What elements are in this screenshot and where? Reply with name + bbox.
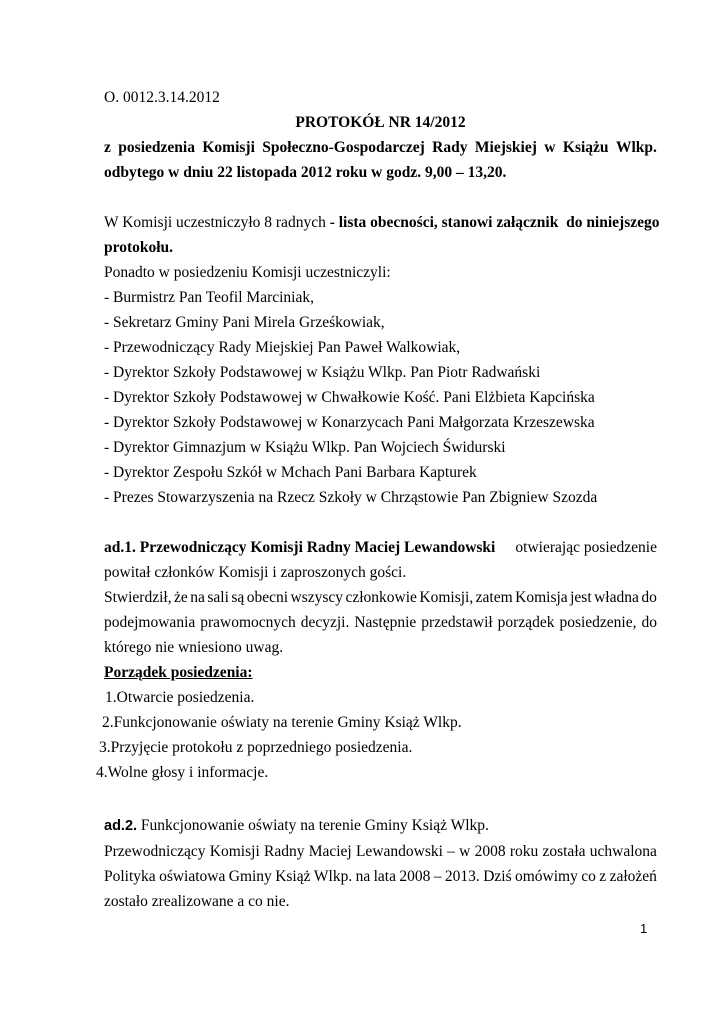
- word: członkowie: [345, 589, 417, 606]
- attendance-line-1: [104, 213, 660, 233]
- word: decyzji.: [300, 614, 350, 631]
- word: na: [190, 589, 205, 606]
- ad2-line-1: [104, 842, 657, 862]
- word: Społeczno-Gospodarczej: [262, 139, 425, 156]
- word: Radny: [263, 843, 305, 860]
- ad1-action: otwierając posiedzenie: [515, 539, 657, 556]
- word: do: [641, 614, 657, 631]
- word: sali: [207, 589, 229, 606]
- word: Polityka: [104, 868, 156, 885]
- word: Książu: [562, 139, 609, 156]
- ad1-line-4: [104, 613, 657, 633]
- word: są: [231, 589, 245, 606]
- word: z: [599, 868, 607, 885]
- ad1-line-1: [104, 538, 657, 558]
- word: została: [542, 843, 586, 860]
- word: zatem: [475, 589, 513, 606]
- word: Stwierdził,: [104, 589, 172, 606]
- intro-line-2: odbytego w dniu 22 listopada 2012 roku w godz. 9,00 – 13,20.: [104, 164, 507, 181]
- word: Następnie: [354, 614, 417, 631]
- word: Komisji: [202, 139, 255, 156]
- ad1-line-2: powitał członków Komisji i zaproszonych gości.: [104, 564, 407, 581]
- attendance-count: W Komisji uczestniczyło 8 radnych: [104, 214, 326, 231]
- word: z: [104, 139, 111, 156]
- word: jest: [570, 589, 592, 606]
- guest-item: - Burmistrz Pan Teofil Marciniak,: [104, 289, 314, 306]
- word: podejmowania: [104, 614, 196, 631]
- word: w: [544, 139, 556, 156]
- word: wszyscy: [290, 589, 344, 606]
- ad1-speaker: ad.1. Przewodniczący Komisji Radny Maciej Lewandowski: [104, 539, 496, 556]
- word: Książ: [275, 868, 311, 885]
- word: omówimy: [515, 868, 578, 885]
- word: 2008: [399, 868, 431, 885]
- reference-number: O. 0012.3.14.2012: [104, 89, 220, 106]
- word: założeń: [609, 868, 657, 885]
- guests-intro: Ponadto w posiedzeniu Komisji uczestniczyli:: [104, 264, 391, 281]
- word: Komisji,: [419, 589, 474, 606]
- word: na: [355, 868, 371, 885]
- page-number: 1: [640, 921, 648, 936]
- word: Komisji: [209, 843, 260, 860]
- ad2-label: ad.2.: [104, 818, 138, 834]
- agenda-item: 2.Funkcjonowanie oświaty na terenie Gminy Książ Wlkp.: [102, 714, 462, 731]
- word: w: [459, 843, 471, 860]
- intro-line-1: [104, 138, 657, 158]
- document-title: PROTOKÓŁ NR 14/2012: [295, 114, 466, 131]
- word: –: [447, 843, 455, 860]
- ad2-line-2: [104, 867, 657, 887]
- ad2-topic: Funkcjonowanie oświaty na terenie Gminy Książ Wlkp.: [137, 817, 489, 834]
- ad2-heading: [104, 816, 489, 836]
- word: przedstawił: [421, 614, 493, 631]
- word: posiedzenia: [118, 139, 195, 156]
- word: Gminy: [228, 868, 272, 885]
- word: roku: [509, 843, 539, 860]
- word: posiedzenie,: [559, 614, 637, 631]
- word: Przewodniczący: [104, 843, 206, 860]
- word: Lewandowski: [355, 843, 443, 860]
- word: porządek: [497, 614, 555, 631]
- word: Wlkp.: [615, 139, 657, 156]
- guest-item: - Dyrektor Zespołu Szkół w Mchach Pani Barbara Kapturek: [104, 464, 477, 481]
- attendance-note: - lista obecności, stanowi załącznik do niniejszego: [325, 214, 660, 231]
- guest-item: - Dyrektor Szkoły Podstawowej w Chwałkowie Kość. Pani Elżbieta Kapcińska: [104, 389, 595, 406]
- ad1-line-5: którego nie wniesiono uwag.: [104, 639, 284, 656]
- agenda-item: 3.Przyjęcie protokołu z poprzedniego posiedzenia.: [99, 739, 413, 756]
- guest-item: - Dyrektor Szkoły Podstawowej w Książu Wlkp. Pan Piotr Radwański: [104, 364, 541, 381]
- word: co: [581, 868, 596, 885]
- word: Maciej: [308, 843, 352, 860]
- word: oświatowa: [159, 868, 226, 885]
- word: Komisja: [515, 589, 568, 606]
- word: Wlkp.: [313, 868, 353, 885]
- word: do: [641, 589, 657, 606]
- guest-item: - Dyrektor Szkoły Podstawowej w Konarzycach Pani Małgorzata Krzeszewska: [104, 414, 595, 431]
- guest-item: - Przewodniczący Rady Miejskiej Pan Paweł Walkowiak,: [104, 339, 461, 356]
- guest-item: - Dyrektor Gimnazjum w Książu Wlkp. Pan Wojciech Świdurski: [104, 439, 506, 456]
- agenda-item: 1.Otwarcie posiedzenia.: [105, 689, 255, 706]
- word: lata: [373, 868, 396, 885]
- ad2-line-3: zostało zrealizowane a co nie.: [104, 893, 290, 910]
- word: władna: [594, 589, 639, 606]
- word: Rady: [432, 139, 468, 156]
- word: 2008: [474, 843, 506, 860]
- word: prawomocnych: [200, 614, 296, 631]
- agenda-item: 4.Wolne głosy i informacje.: [96, 764, 269, 781]
- word: obecni: [246, 589, 289, 606]
- word: że: [174, 589, 188, 606]
- word: Miejskiej: [474, 139, 537, 156]
- ad1-line-3: [104, 588, 657, 608]
- word: –: [433, 868, 442, 885]
- word: Dziś: [483, 868, 512, 885]
- agenda-heading: Porządek posiedzenia:: [104, 664, 253, 681]
- word: 2013.: [444, 868, 480, 885]
- attendance-line-2: protokołu.: [104, 239, 174, 256]
- guest-item: - Sekretarz Gminy Pani Mirela Grześkowiak,: [104, 314, 385, 331]
- word: uchwalona: [589, 843, 657, 860]
- guest-item: - Prezes Stowarzyszenia na Rzecz Szkoły w Chrząstowie Pan Zbigniew Szozda: [104, 489, 598, 506]
